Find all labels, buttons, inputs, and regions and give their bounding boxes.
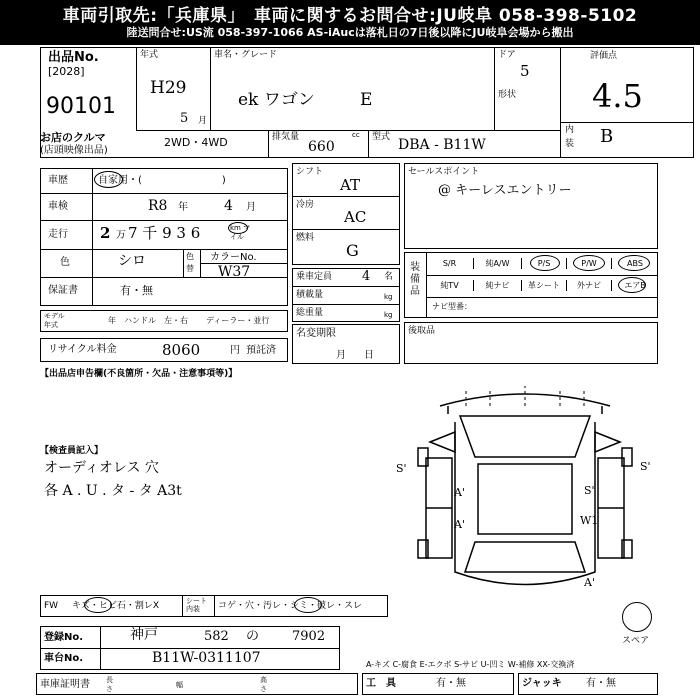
mileage-digits: 7 千 9 3 6 xyxy=(128,224,201,242)
change-period-label: 名変期限 xyxy=(296,328,336,339)
color-change-1: 色 xyxy=(186,252,194,261)
change-period-unit: 月日 xyxy=(336,350,392,361)
mark-a-rear: A' xyxy=(584,576,595,589)
model-year-unit: 年 xyxy=(108,316,116,325)
car-label: 車名・グレード xyxy=(214,50,278,60)
warranty-value: 有・無 xyxy=(120,284,153,297)
seat-label: シート内装 xyxy=(186,597,207,613)
fw-label: FW xyxy=(44,601,59,611)
recycle-unit: 円 xyxy=(230,345,240,356)
gross-unit: kg xyxy=(384,311,393,319)
model-label-1: モデル xyxy=(44,312,65,320)
lot-number: 90101 xyxy=(46,94,116,119)
displacement-label: 排気量 xyxy=(272,132,300,142)
abs-circle xyxy=(618,255,650,271)
model-dealer: ディーラー・並行 xyxy=(206,316,270,325)
car-damage-diagram xyxy=(400,382,650,602)
cert-height-2: さ xyxy=(260,685,267,693)
equip-tv: 純TV xyxy=(426,280,474,291)
sales-point-value: @ キーレスエントリー xyxy=(438,183,572,198)
gross-label: 総重量 xyxy=(296,308,324,318)
registration-kana: の xyxy=(246,629,260,644)
shift-label: シフト xyxy=(296,167,324,177)
jack-label: ジャッキ xyxy=(522,678,562,689)
equip-pw: P/W xyxy=(567,258,612,269)
inspection-month: 4 xyxy=(224,198,233,214)
registration-class: 582 xyxy=(204,629,229,644)
mileage-unit: km マイル xyxy=(230,224,251,241)
cert-width: 幅 xyxy=(176,681,183,689)
model-label: 型式 xyxy=(372,132,391,142)
inspector-label: 【検査員記入】 xyxy=(40,446,104,456)
km-circle xyxy=(228,222,248,234)
lot-label: 出品No. xyxy=(48,50,99,65)
inspection-era: R8 xyxy=(148,198,168,214)
tools-label: 工具 xyxy=(366,678,406,689)
mileage-man: 2 xyxy=(100,224,111,242)
displacement-unit: cc xyxy=(352,131,360,139)
seat-items: コゲ・穴・汚レ・シミ・破レ・スレ xyxy=(218,601,363,611)
seller-declaration-label: 【出品店申告欄(不良箇所・欠品・注意事項等)】 xyxy=(40,369,238,379)
color-value: シロ xyxy=(118,253,146,269)
shop-label: お店のクルマ xyxy=(40,131,106,144)
color-code-label: カラーNo. xyxy=(210,252,257,263)
mark-s-rear-right: S' xyxy=(584,484,595,497)
registration-region: 神戸 xyxy=(130,627,158,643)
equip-airbag: エアB xyxy=(624,281,646,290)
header-transport: 陸送問合せ:US流 058-397-1066 AS-iAucは落札日の7日後以降にJU岐阜会場から搬出 xyxy=(126,26,574,39)
inspector-note-2: 各 A . U . タ - タ A3t xyxy=(44,483,182,499)
inspection-year-unit: 年 xyxy=(178,202,188,213)
interior-value: B xyxy=(600,126,614,147)
shape-label: 形状 xyxy=(498,90,517,100)
equip-sr: S/R xyxy=(426,258,474,269)
chassis-label: 車台No. xyxy=(44,653,84,664)
shop-sub: (店頭映像出品) xyxy=(40,145,108,156)
color-label: 色 xyxy=(60,257,70,268)
mileage-man-unit: 万 xyxy=(116,230,126,241)
mark-w1: W1 xyxy=(580,514,599,527)
model-label-2: 年式 xyxy=(44,321,58,329)
year-era: H29 xyxy=(150,78,187,98)
chassis-value: B11W-0311107 xyxy=(152,650,261,666)
sales-point-label: セールスポイント xyxy=(408,167,480,177)
warranty-label: 保証書 xyxy=(48,285,78,296)
spare-tire-icon xyxy=(622,602,652,632)
score-value: 4.5 xyxy=(592,77,643,115)
cert-length-2: さ xyxy=(106,685,113,693)
mark-a-rear-left: A' xyxy=(454,518,465,531)
mark-s-left: S' xyxy=(396,462,407,475)
history-circle xyxy=(94,171,123,188)
equip-abs: ABS xyxy=(627,259,643,268)
mark-s-right: S' xyxy=(640,460,651,473)
fuel-value: G xyxy=(346,241,359,260)
capacity-unit: 名 xyxy=(384,272,394,282)
capacity-label: 乗車定員 xyxy=(296,272,333,282)
history-label: 車歴 xyxy=(48,175,68,186)
load-label: 積載量 xyxy=(296,290,324,300)
stain-circle xyxy=(294,597,322,613)
ac-label: 冷房 xyxy=(296,200,315,210)
year-month-unit: 月 xyxy=(198,116,208,126)
equip-ext-navi: 外ナビ xyxy=(567,280,612,291)
model-value: DBA - B11W xyxy=(398,137,486,153)
model-handle: ハンドル 左・右 xyxy=(124,316,188,325)
displacement-value: 660 xyxy=(308,139,335,155)
load-unit: kg xyxy=(384,293,393,301)
recycle-label: リサイクル料金 xyxy=(48,344,117,355)
recycle-status: 預託済 xyxy=(246,345,276,356)
navi-model-label: ナビ型番： xyxy=(432,302,472,311)
equip-ps: P/S xyxy=(522,258,567,269)
mark-a-front-left: A' xyxy=(454,486,465,499)
jack-value: 有・無 xyxy=(586,678,616,689)
registration-number: 7902 xyxy=(292,629,326,644)
score-label: 評価点 xyxy=(590,51,618,61)
header-bar xyxy=(0,0,700,45)
interior-label-2: 装 xyxy=(565,139,575,149)
color-change-2: 替 xyxy=(186,264,194,273)
pw-circle xyxy=(573,255,605,271)
tools-value: 有・無 xyxy=(436,678,466,689)
header-contact: 車両引取先:「兵庫県」 車両に関するお問合せ:JU岐阜 058-398-5102 xyxy=(62,6,638,26)
drive-label: 2WD・4WD xyxy=(164,136,228,149)
airbag-circle xyxy=(618,277,646,293)
fw-items: キズ・ヒビ石・割レX xyxy=(72,601,159,611)
damage-legend: A-キズ C-腐食 E-エクボ S-サビ U-凹ミ W-補修 XX-交換済 xyxy=(366,660,575,669)
cert-height-1: 高 xyxy=(260,676,267,684)
inspection-label: 車検 xyxy=(48,201,68,212)
year-label: 年式 xyxy=(140,50,159,60)
equipment-label: 装備品 xyxy=(410,262,420,297)
ps-circle xyxy=(530,255,560,271)
cert-length-1: 長 xyxy=(106,676,113,684)
post-install-block xyxy=(404,322,658,364)
spare-label: スペア xyxy=(622,636,650,646)
doors-value: 5 xyxy=(520,62,530,80)
post-install-label: 後取品 xyxy=(408,326,436,336)
fuel-label: 燃料 xyxy=(296,233,315,243)
ac-value: AC xyxy=(344,208,367,226)
doors-label: ドア xyxy=(498,50,516,60)
mileage-label: 走行 xyxy=(48,229,68,240)
equip-navi: 純ナビ xyxy=(474,280,522,291)
recycle-value: 8060 xyxy=(162,341,201,359)
registration-label: 登録No. xyxy=(44,632,84,643)
equip-aw: 純A/W xyxy=(474,258,522,269)
color-code: W37 xyxy=(218,264,251,280)
car-grade: E xyxy=(360,90,373,110)
year-month: 5 xyxy=(180,111,189,126)
certificate-label: 車庫証明書 xyxy=(40,679,90,690)
capacity-value: 4 xyxy=(362,269,371,284)
equip-leather: 革シート xyxy=(522,280,567,291)
car-name: ek ワゴン xyxy=(238,90,315,110)
interior-label-1: 内 xyxy=(565,125,575,135)
history-options: 自家用・( ) xyxy=(98,175,226,186)
inspection-month-unit: 月 xyxy=(246,202,256,213)
lot-code: [2028] xyxy=(48,65,85,78)
crack-circle xyxy=(84,597,112,613)
shift-value: AT xyxy=(340,176,361,194)
inspector-note-1: オーディオレス 穴 xyxy=(44,460,159,476)
